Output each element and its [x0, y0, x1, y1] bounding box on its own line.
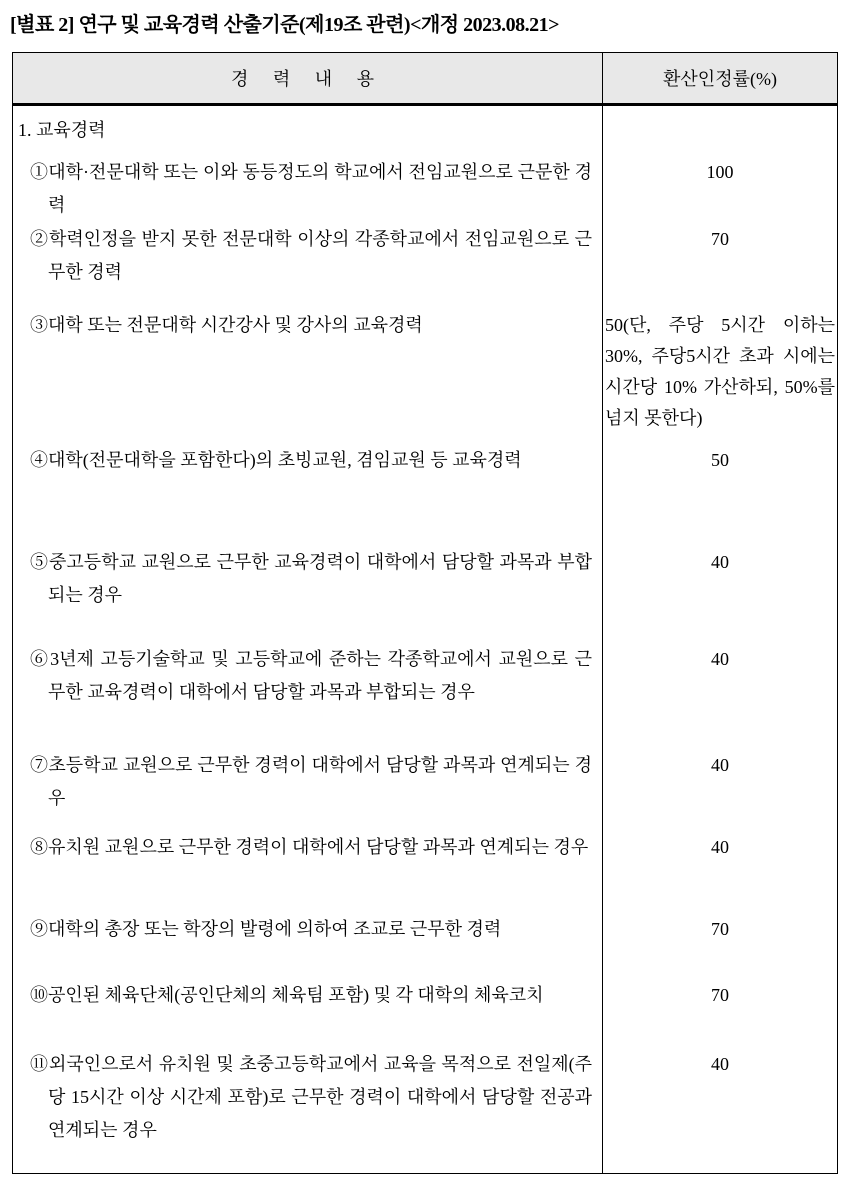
table-header-row [13, 53, 837, 106]
conversion-rate-cell: 40 [711, 552, 729, 572]
table-row [13, 749, 837, 831]
conversion-rate-cell: 100 [706, 162, 734, 182]
career-content-cell: ⑥3년제 고등기술학교 및 고등학교에 준하는 각종학교에서 교원으로 근무한 교육경력이 대학에서 담당할 과목과 부합되는 경우 [13, 643, 603, 749]
table-row [13, 309, 837, 444]
conversion-rate-cell: 40 [711, 1054, 729, 1074]
career-content-cell: ①대학·전문대학 또는 이와 동등정도의 학교에서 전임교원으로 근문한 경력 [13, 156, 603, 223]
career-content-cell: ⑪외국인으로서 유치원 및 초중고등학교에서 교육을 목적으로 전일제(주당 15시간 이상 시간제 포함)로 근무한 경력이 대학에서 담당할 전공과 연계되는 경우 [13, 1048, 603, 1173]
career-content-cell: ②학력인정을 받지 못한 전문대학 이상의 각종학교에서 전임교원으로 근무한 경력 [13, 223, 603, 309]
career-content-cell: ⑦초등학교 교원으로 근무한 경력이 대학에서 담당할 과목과 연계되는 경우 [13, 749, 603, 831]
conversion-rate-cell: 70 [711, 985, 729, 1005]
table-row [13, 1048, 837, 1173]
table-row [13, 831, 837, 913]
conversion-rate-cell: 70 [711, 919, 729, 939]
conversion-rate-cell: 40 [711, 837, 729, 857]
table-row [13, 979, 837, 1048]
table-row [13, 546, 837, 643]
table-row [13, 156, 837, 223]
table-body [13, 156, 837, 1173]
career-criteria-table [12, 52, 838, 1174]
conversion-rate-cell: 50 [711, 450, 729, 470]
career-content-cell: ⑧유치원 교원으로 근무한 경력이 대학에서 담당할 과목과 연계되는 경우 [13, 831, 603, 913]
column-header-career-content: 경 력 내 용 [13, 53, 603, 103]
career-content-cell: ③대학 또는 전문대학 시간강사 및 강사의 교육경력 [13, 309, 603, 444]
table-row-section [13, 106, 837, 156]
table-row [13, 444, 837, 546]
section-rate-empty [603, 106, 837, 156]
career-content-cell: ⑩공인된 체육단체(공인단체의 체육팀 포함) 및 각 대학의 체육코치 [13, 979, 603, 1048]
conversion-rate-cell: 70 [711, 229, 729, 249]
document-title: [별표 2] 연구 및 교육경력 산출기준(제19조 관련)<개정 2023.08.21> [10, 14, 560, 36]
career-content-cell: ④대학(전문대학을 포함한다)의 초빙교원, 겸임교원 등 교육경력 [13, 444, 603, 546]
table-row [13, 913, 837, 979]
conversion-rate-cell: 50(단, 주당 5시간 이하는 30%, 주당5시간 초과 시에는 시간당 10% 가산하되, 50%를 넘지 못한다) [605, 315, 835, 428]
table-row [13, 643, 837, 749]
career-content-cell: ⑤중고등학교 교원으로 근무한 교육경력이 대학에서 담당할 과목과 부합되는 경우 [13, 546, 603, 643]
column-header-conversion-rate: 환산인정률(%) [663, 69, 777, 89]
conversion-rate-cell: 40 [711, 649, 729, 669]
conversion-rate-cell: 40 [711, 755, 729, 775]
table-row [13, 223, 837, 309]
career-content-cell: ⑨대학의 총장 또는 학장의 발령에 의하여 조교로 근무한 경력 [13, 913, 603, 979]
section-label: 1. 교육경력 [13, 106, 603, 156]
